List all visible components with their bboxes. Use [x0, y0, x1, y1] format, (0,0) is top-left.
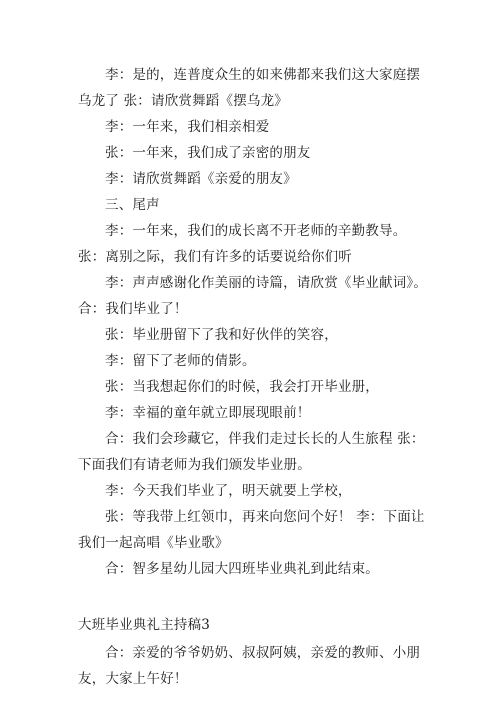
paragraph: 李：一年来，我们的成长离不开老师的辛勤教导。 张：离别之际，我们有许多的话要说给你们听	[78, 223, 407, 265]
paragraph: 李：一年来，我们相亲相爱	[105, 119, 270, 135]
paragraph: 合：我们会珍藏它，伴我们走过长长的人生旅程 张：下面我们有请老师为我们颁发毕业册。	[78, 431, 425, 473]
paragraph: 张：一年来，我们成了亲密的朋友	[105, 145, 311, 161]
paragraph: 李：幸福的童年就立即展现眼前！	[105, 405, 311, 421]
paragraph: 李：留下了老师的倩影。	[105, 353, 256, 369]
paragraph: 张：等我带上红领巾，再来向您问个好！ 李：下面让我们一起高唱《毕业歌》	[78, 509, 425, 551]
paragraph: 李：请欣赏舞蹈《亲爱的朋友》	[105, 171, 297, 187]
paragraph: 张：毕业册留下了我和好伙伴的笑容，	[105, 327, 338, 343]
paragraph: 李：声声感谢化作美丽的诗篇，请欣赏《毕业献词》。合：我们毕业了！	[78, 275, 428, 317]
paragraph: 李：今天我们毕业了，明天就要上学校，	[105, 483, 352, 499]
paragraph: 合：智多星幼儿园大四班毕业典礼到此结束。	[105, 561, 379, 577]
section-subheading: 三、尾声	[105, 197, 160, 213]
paragraph: 张：当我想起你们的时候，我会打开毕业册，	[105, 379, 379, 395]
paragraph: 李：是的，连普度众生的如来佛都来我们这大家庭摆乌龙了 张：请欣赏舞蹈《摆乌龙》	[78, 67, 421, 109]
paragraph: 合：亲爱的爷爷奶奶、叔叔阿姨，亲爱的教师、小朋友，大家上午好！	[78, 645, 421, 687]
section-title: 大班毕业典礼主持稿3	[78, 617, 211, 633]
